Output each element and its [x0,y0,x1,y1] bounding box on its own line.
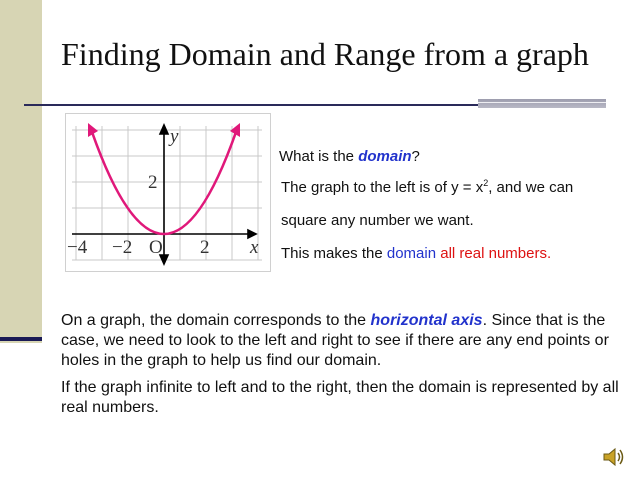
question-prefix: What is the [279,148,359,165]
question-suffix: ? [411,148,420,165]
paragraph-infinite: If the graph infinite to left and to the right, then the domain is represented by all real numbers. [61,379,619,416]
origin-label: O [149,237,163,258]
domain-question [279,147,619,166]
graph-svg [66,114,270,271]
y-axis-label: y [170,126,179,147]
x-tick-label: −4 [67,237,88,258]
line3-conclusion: all real numbers. [436,245,552,262]
line3-prefix: This makes the [281,245,387,262]
explanation-line-1 [281,174,619,197]
paragraph1-prefix: On a graph, the domain corresponds to the [61,312,371,329]
line1-text: The graph to the left is of y = x [281,179,484,196]
exponent: 2 [483,178,489,188]
y-tick-label: 2 [148,172,158,193]
speaker-icon[interactable] [602,446,626,473]
paragraph1-keyword: horizontal axis [370,312,483,329]
grid-lines [72,126,262,260]
line3-domain: domain [386,245,437,262]
explanation-block [279,147,619,263]
parabola-graph [65,113,271,272]
sidebar-divider [0,337,42,341]
sidebar-strip [0,0,42,343]
paragraph1-suffix: . Since that is the case, we need to look to the left and right to see if there are any end points or holes in the graph to help us find our domain. [61,312,609,369]
explanation-line-3 [281,244,619,263]
line1-end: , and we can [488,179,574,196]
x-axis-label: x [250,237,259,258]
title-divider-accent [478,99,606,108]
y-axis-arrow-up [160,125,168,134]
paragraph-horizontal-axis [61,311,631,371]
x-tick-label: 2 [200,237,210,258]
question-keyword: domain [358,148,412,165]
axes [72,125,256,264]
explanation-line-2: square any number we want. [281,212,474,229]
slide-title: Finding Domain and Range from a graph [61,36,589,72]
x-tick-label: −2 [112,237,133,258]
body-paragraphs [61,311,631,418]
